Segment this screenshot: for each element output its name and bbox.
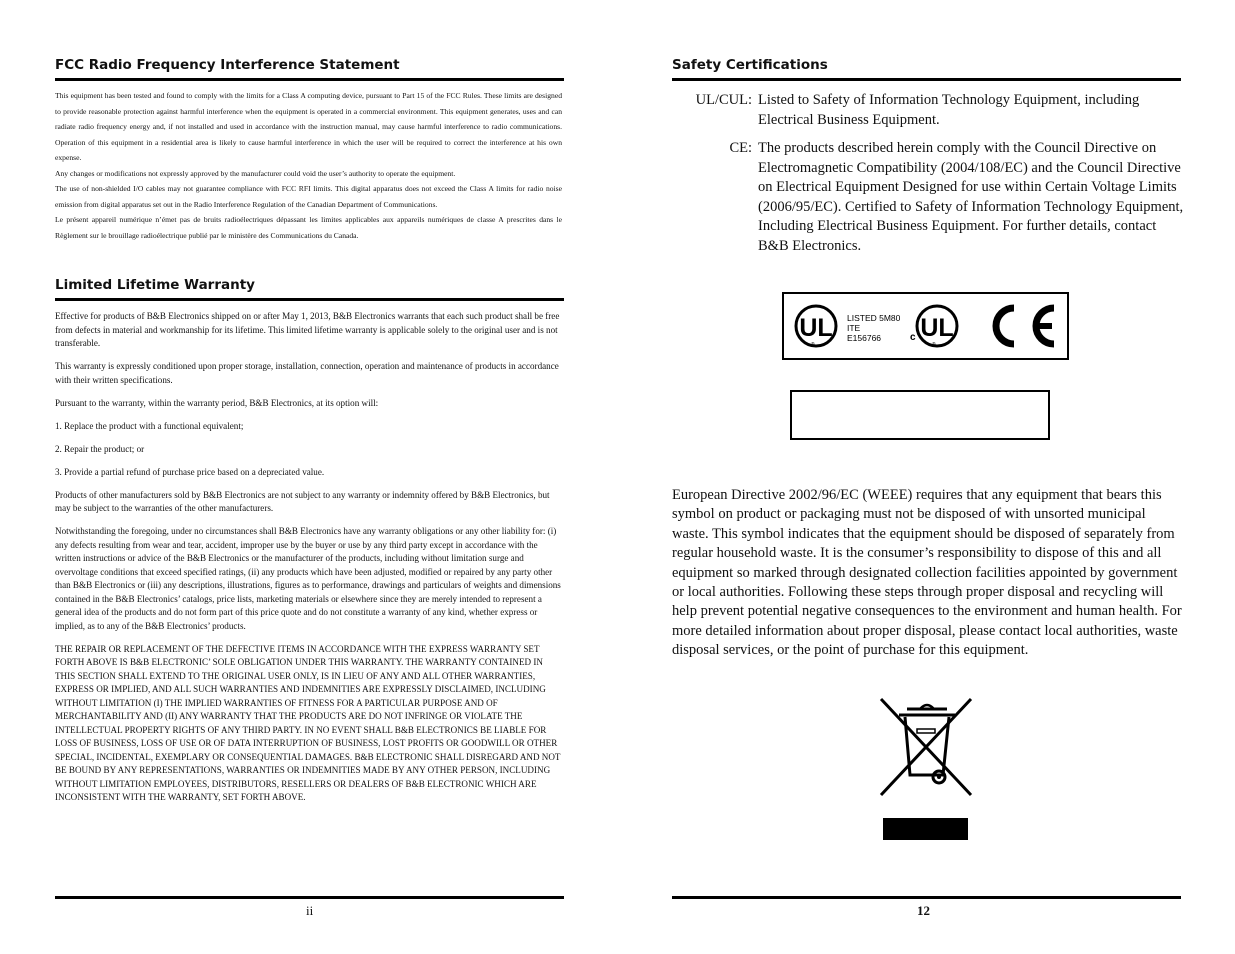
warranty-paragraph: THE REPAIR OR REPLACEMENT OF THE DEFECTIVE ITEMS IN ACCORDANCE WITH THE EXPRESS WARRANTY SET FORTH ABOVE IS B&B ELECTRONIC’ SOLE OBLIGATION UNDER THIS WARRANTY. THE WARRANTY CONTAINED IN THIS SECTION SHALL EXTEND TO THE ORIGINAL USER ONLY, IS IN LIEU OF ANY AND ALL OTHER WARRANTIES, EXPRESS OR IMPLIED, AND ALL SUCH WARRANTIES AND INDEMNITIES ARE EXPRESSLY DISCLAIMED, INCLUDING WITHOUT LIMITATION (I) THE IMPLIED WARRANTIES OF FITNESS FOR A PARTICULAR PURPOSE AND OF MERCHANTABILITY AND (II) ANY WARRANTY THAT THE PRODUCTS ARE DO NOT INFRINGE OR VIOLATE THE INTELLECTUAL PROPERTY RIGHTS OF ANY THIRD PARTY. IN NO EVENT SHALL B&B ELECTRONICS BE LIABLE FOR LOSS OF BUSINESS, LOSS OF USE OR OF DATA INTERRUPTION OF BUSINESS, LOST PROFITS OR GOODWILL OR OTHER SPECIAL, INCIDENTAL, EXEMPLARY OR CONSEQUENTIAL DAMAGES. B&B ELECTRONIC SHALL DISREGARD AND NOT BE BOUND BY ANY REPRESENTATIONS, WARRANTIES OR INDEMNITIES MADE BY ANY OTHER PERSON, INCLUDING WITHOUT LIMITATION EMPLOYEES, DISTRIBUTORS, RESELLERS OR DEALERS OF B&B ELECTRONIC WHICH ARE INCONSISTENT WITH THE WARRANTY, SET FORTH ABOVE. bbox=[55, 643, 561, 802]
fcc-paragraph: The use of non-shielded I/O cables may not guarantee compliance with FCC RFI limits. This digital apparatus does not exceed the Class A limits for radio noise emission from digital apparatus set out in the Radio Interference Regulation of the Canadian Department of Communications. bbox=[55, 184, 562, 209]
fcc-paragraph: Any changes or modifications not expressly approved by the manufacturer could void the user’s authority to operate the equipment. bbox=[55, 168, 456, 178]
blank-box bbox=[790, 390, 1050, 440]
right-page bbox=[672, 0, 1182, 954]
ce-text: The products described herein comply with the Council Directive on Electromagnetic Compatibility (2004/108/EC) and the Council Directive on Electrical Equipment Designed for use within Certain Voltage Limits (2006/95/EC). Certified to Safety of Information Technology Equipment, Including Electrical Business Equipment. For further details, contact B&B Electronics. bbox=[758, 140, 1184, 254]
warranty-text bbox=[55, 310, 562, 814]
svg-text:c: c bbox=[910, 332, 916, 343]
weee-bin-icon bbox=[877, 695, 977, 800]
warranty-paragraph: 3. Provide a partial refund of purchase price based on a depreciated value. bbox=[55, 466, 325, 477]
ul-text: Listed to Safety of Information Technology Equipment, including Electrical Business Equipment. bbox=[758, 92, 1140, 128]
left-page bbox=[55, 0, 565, 954]
warranty-paragraph: 1. Replace the product with a functional equivalent; bbox=[55, 420, 244, 431]
svg-text:®: ® bbox=[811, 342, 815, 348]
fcc-paragraph: Le présent appareil numérique n’émet pas de bruits radioélectriques dépassant les limites applicables aux appareils numériques de classe A prescrites dans le Règlement sur le brouillage radioélectrique publié par le ministère des Communications du Canada. bbox=[55, 215, 562, 240]
svg-text:®: ® bbox=[932, 342, 936, 348]
fcc-paragraph: This equipment has been tested and found to comply with the limits for a Class A computing device, pursuant to Part 15 of the FCC Rules. These limits are designed to provide reasonable protection against harmful interference when the equipment is operated in a commercial environment. This equipment generates, uses and can radiate radio frequency energy and, if not installed and used in accordance with the instruction manual, may cause harmful interference to radio communications. Operation of this equipment in a residential area is likely to cause harmful interference in which the user will be required to correct the interference at his own expense. bbox=[55, 91, 562, 162]
weee-bar bbox=[883, 818, 968, 840]
certification-logos bbox=[782, 292, 1069, 360]
warranty-heading: Limited Lifetime Warranty bbox=[55, 277, 564, 301]
warranty-paragraph: Products of other manufacturers sold by B&B Electronics are not subject to any warranty or indemnity offered by B&B Electronics, but may be subject to the warranties of the other manufacturers. bbox=[55, 489, 550, 513]
fcc-heading: FCC Radio Frequency Interference Statement bbox=[55, 57, 564, 81]
ul-file-text: E156766 bbox=[847, 333, 882, 343]
weee-statement: European Directive 2002/96/EC (WEEE) requires that any equipment that bears this symbol on product or packaging must not be disposed of with unsorted municipal waste. This symbol indicates that the equipment should be disposed of separately from regular household waste. It is the consumer’s responsibility to dispose of this and all equipment so marked through designated collection facilities appointed by government or local authorities. Following these steps through proper disposal and recycling will help prevent potential negative consequences to the environment and human health. For more detailed information about proper disposal, please contact local authorities, waste disposal services, or the point of purchase for this equipment. bbox=[672, 487, 1182, 659]
cul-mark-text: UL bbox=[920, 314, 954, 342]
page-number: ii bbox=[306, 903, 314, 918]
warranty-paragraph: Notwithstanding the foregoing, under no circumstances shall B&B Electronics have any warranty obligations or any other liability for: (i) any defects resulting from wear and tear, accident, improper use by the buyer or use by any third party except in accordance with the written instructions or advice of the B&B Electronics or the manufacturer of the products, including without limitation surge and overvoltage conditions that exceed specified ratings, (ii) any products which have been adjusted, modified or repaired by any party other than B&B Electronics or (iii) any descriptions, illustrations, figures as to performance, drawings and particulars of weights and dimensions contained in the B&B Electronics’ catalogs, price lists, marketing materials or elsewhere since they are merely intended to represent a general idea of the products and do not form part of this price quote and do not constitute a warranty of any kind, whether express or implied, as to any of the B&B Electronics’ products. bbox=[55, 526, 561, 631]
ul-label: UL/CUL: bbox=[695, 92, 752, 108]
ul-listed-text: LISTED 5M80 bbox=[847, 313, 901, 323]
ul-certification bbox=[672, 91, 1184, 131]
warranty-paragraph: Effective for products of B&B Electronics shipped on or after May 1, 2013, B&B Electronics warrants that each such product shall be free from defects in material and workmanship for its lifetime. This limited lifetime warranty is applicable solely to the original user and is not transferable. bbox=[55, 311, 560, 348]
footer-rule bbox=[55, 896, 564, 899]
ce-label: CE: bbox=[729, 140, 752, 156]
footer-rule bbox=[672, 896, 1181, 899]
safety-heading: Safety Certifications bbox=[672, 57, 1181, 81]
ul-ce-logo bbox=[784, 294, 1067, 358]
ul-ite-text: ITE bbox=[847, 323, 861, 333]
warranty-paragraph: Pursuant to the warranty, within the warranty period, B&B Electronics, at its option will: bbox=[55, 397, 379, 408]
ul-mark-text: UL bbox=[799, 314, 833, 342]
fcc-statement bbox=[55, 88, 562, 243]
page-number: 12 bbox=[917, 903, 930, 918]
warranty-paragraph: 2. Repair the product; or bbox=[55, 443, 145, 454]
ce-certification bbox=[672, 139, 1184, 259]
warranty-paragraph: This warranty is expressly conditioned upon proper storage, installation, connection, operation and maintenance of products in accordance with their written specifications. bbox=[55, 361, 559, 385]
